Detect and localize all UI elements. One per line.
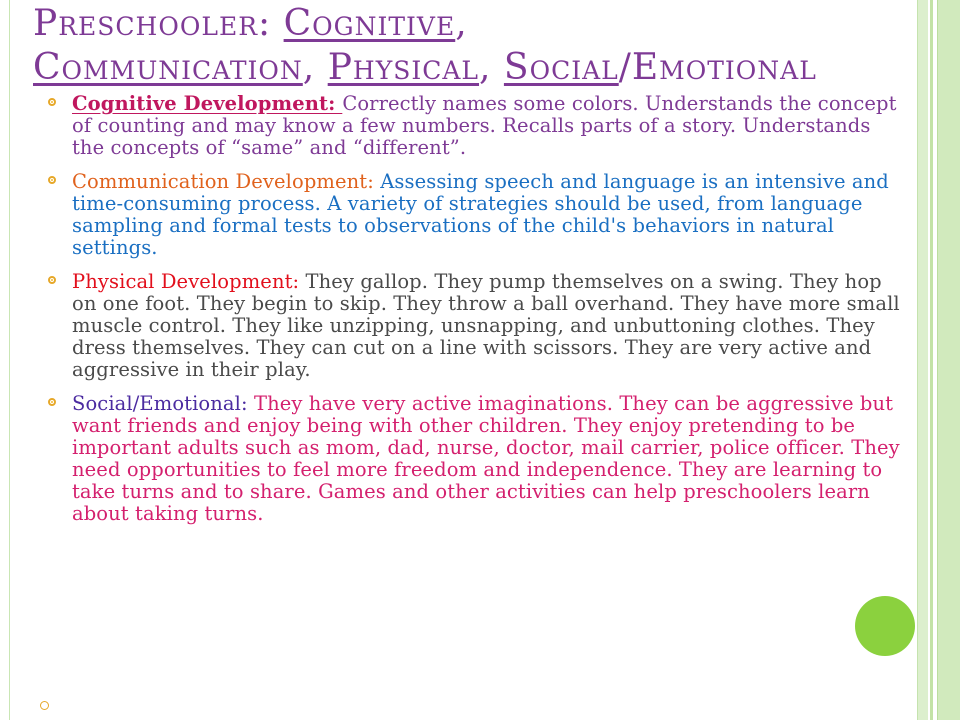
cognitive-label-link[interactable]: Cognitive Development: <box>72 92 343 115</box>
bullet-dot-icon <box>48 98 56 106</box>
slide-title: Preschooler: Cognitive, Communication, Physical, Social/Emotional <box>33 3 817 88</box>
title-link-physical[interactable]: Physical <box>327 47 480 88</box>
physical-label: Physical Development: <box>72 270 306 293</box>
bullet-communication <box>48 171 908 259</box>
right-border-stripe <box>917 0 928 720</box>
bullet-dot-icon <box>48 176 56 184</box>
title-link-communication[interactable]: Communication <box>33 47 303 88</box>
communication-text: Assessing speech and language is an intensive and time-consuming process. A variety of strategies should be used, from language sampling and formal tests to observations of the child's behaviors in natural settings. <box>72 170 889 259</box>
right-border-stripe <box>930 0 933 720</box>
bullet-cognitive <box>48 93 908 159</box>
empty-bullet-icon <box>40 701 49 710</box>
physical-text: They gallop. They pump themselves on a swing. They hop on one foot. They begin to skip. They throw a ball overhand. They have more small muscle control. They like unzipping, unsnapping, and unbuttoning clothes. They dress themselves. They can cut on a line with scissors. They are very active and aggressive in their play. <box>72 270 900 381</box>
title-link-social[interactable]: Social <box>503 47 619 88</box>
green-circle-decoration <box>855 596 915 656</box>
left-border-line <box>9 0 10 720</box>
right-border-stripe <box>937 0 960 720</box>
social-text: They have very active imaginations. They can be aggressive but want friends and enjoy being with other children. They enjoy pretending to be important adults such as mom, dad, nurse, doctor, mail carrier, police officer. They need opportunities to feel more freedom and independence. They are learning to take turns and to share. Games and other activities can help preschoolers learn about taking turns. <box>72 392 900 525</box>
social-label: Social/Emotional: <box>72 392 254 415</box>
title-link-cognitive[interactable]: Cognitive <box>283 3 456 44</box>
bullet-physical <box>48 271 908 381</box>
bullet-list <box>48 93 908 537</box>
bullet-dot-icon <box>48 276 56 284</box>
cognitive-text: Correctly names some colors. Understands the concept of counting and may know a few numbers. Recalls parts of a story. Understands the concepts of “same” and “different”. <box>72 92 897 159</box>
title-preschooler: Preschooler <box>33 3 259 44</box>
title-emotional: Emotional <box>631 47 817 88</box>
bullet-dot-icon <box>48 398 56 406</box>
communication-label: Communication Development: <box>72 170 381 193</box>
bullet-social <box>48 393 908 525</box>
